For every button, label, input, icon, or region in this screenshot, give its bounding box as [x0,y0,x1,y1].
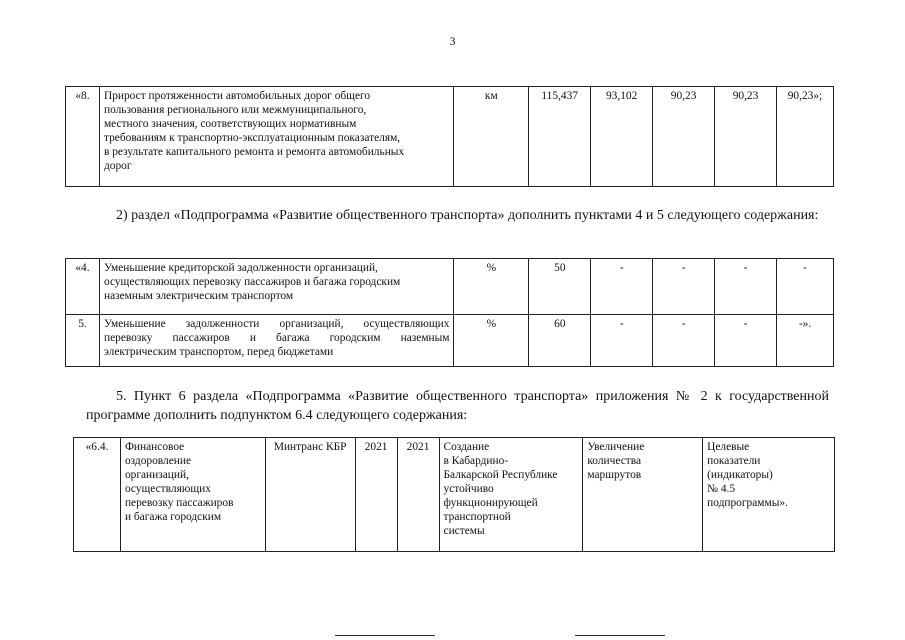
paragraph-section-2: 2) раздел «Подпрограмма «Развитие общественного транспорта» дополнить пунктами 4 и 5 следующего содержания: [116,208,819,223]
text-line: Уменьшение кредиторской задолженности организаций, [103,262,378,274]
text-line: местного значения, соответствующих нормативным [103,118,357,130]
unit-cell: км [454,87,529,187]
text-line: Увеличение [587,441,645,453]
text-line: дорог [103,160,132,172]
value-cell: - [715,315,777,367]
text-line: системы [443,525,485,537]
text-line: Прирост протяженности автомобильных дорог общего [103,90,371,102]
paragraph-item-5: 5. Пункт 6 раздела «Подпрограмма «Развитие общественного транспорта» приложения № 2 к государственной программе дополнить подпунктом 6.4 следующего содержания: [86,389,829,423]
text-line: (индикаторы) [707,469,773,481]
text-line: Целевые [707,441,750,453]
measures-table-row-6-4 [73,437,835,552]
value-cell: 90,23 [653,87,715,187]
year-start-cell: 2021 [355,438,397,552]
text-line: и багажа городским [124,511,222,523]
text-line: оздоровление [124,455,192,467]
unit-cell: % [454,315,529,367]
row-number: «8. [66,87,100,187]
text-line: Финансовое [124,441,185,453]
value-cell: 93,102 [591,87,653,187]
table-row [66,259,834,315]
value-cell: 90,23 [715,87,777,187]
text-line: показатели [707,455,761,467]
text-line: транспортной [443,511,511,523]
text-line: маршрутов [587,469,642,481]
text-line: электрическим транспортом, перед бюджетами [103,346,334,358]
value-cell: - [715,259,777,315]
value-cell: 90,23»; [776,87,833,187]
value-cell: -». [777,315,834,367]
row-number: «6.4. [74,438,121,552]
value-cell: - [777,259,834,315]
value-cell: - [653,315,715,367]
text-line: требованиям к транспортно-эксплуатационным показателям, [103,132,401,144]
value-cell: 115,437 [529,87,591,187]
scan-mark [335,635,435,636]
expected-result-cell [439,438,583,552]
text-line: в результате капитального ремонта и ремонта автомобильных [103,146,405,158]
effect-cell [583,438,703,552]
unit-cell: % [454,259,529,315]
text-line: устойчиво [443,483,494,495]
row-number: «4. [66,259,100,315]
text-line: Балкарской Республике [443,469,558,481]
text-line: наземным электрическим транспортом [103,290,294,302]
text-line: осуществляющих [124,483,211,495]
indicator-name [99,87,453,187]
text-line: осуществляющих перевозку пассажиров и багажа городским [103,276,401,288]
text-line: № 4.5 [707,483,736,495]
table-row [74,438,835,552]
text-line: подпрограммы». [707,497,788,509]
text-line: перевозку пассажиров [124,497,234,509]
text-line: пользования регионального или межмуниципального, [103,104,367,116]
table-row [66,315,834,367]
text-line: функционирующей [443,497,538,509]
indicator-name [99,259,454,315]
table-row [66,87,834,187]
value-cell: - [591,259,653,315]
text-line: Уменьшение задолженности организаций, осуществляющих [103,318,450,330]
page-number: 3 [449,34,456,48]
value-cell: 50 [529,259,591,315]
executor-cell: Минтранс КБР [265,438,355,552]
value-cell: 60 [529,315,591,367]
value-cell: - [591,315,653,367]
text-line: организаций, [124,469,189,481]
year-end-cell: 2021 [397,438,439,552]
text-line: количества [587,455,642,467]
row-number: 5. [66,315,100,367]
indicator-name [99,315,454,367]
text-line: Создание [443,441,490,453]
text-line: перевозку пассажиров и багажа городским наземным [103,332,450,344]
indicators-link-cell [703,438,835,552]
indicators-table-row-8 [65,86,834,187]
measure-name [120,438,265,552]
scan-mark [575,635,665,636]
text-line: в Кабардино- [443,455,509,467]
indicators-table-rows-4-5 [65,258,834,367]
value-cell: - [653,259,715,315]
